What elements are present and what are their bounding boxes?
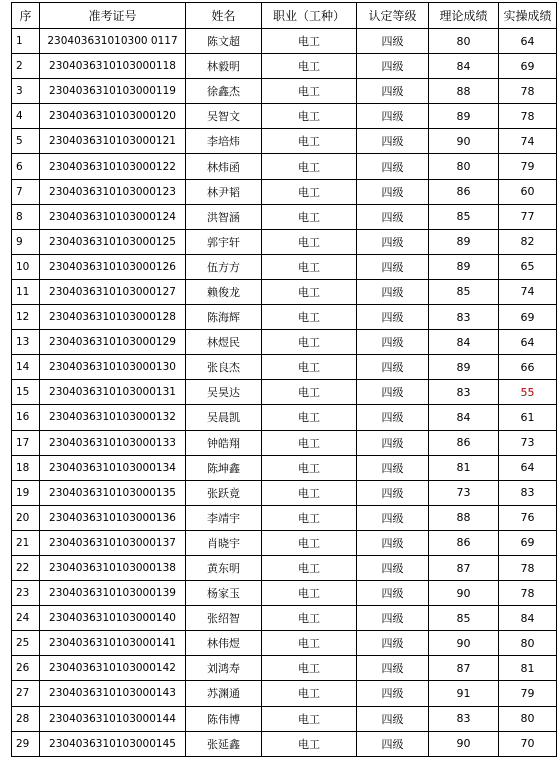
cell-theory-score: 90 (429, 731, 499, 756)
header-exam-id: 准考证号 (40, 3, 186, 29)
cell-theory-score: 91 (429, 681, 499, 706)
cell-index: 4 (12, 104, 40, 129)
table-row (12, 355, 557, 380)
cell-level: 四级 (357, 279, 429, 304)
cell-name: 郭宇轩 (186, 229, 262, 254)
table-row (12, 430, 557, 455)
cell-name: 张延鑫 (186, 731, 262, 756)
cell-name: 杨家玉 (186, 581, 262, 606)
cell-index: 24 (12, 606, 40, 631)
cell-index: 11 (12, 279, 40, 304)
cell-occupation: 电工 (262, 731, 357, 756)
cell-theory-score: 80 (429, 154, 499, 179)
table-row (12, 706, 557, 731)
cell-practical-score: 74 (499, 129, 557, 154)
cell-practical-score: 84 (499, 606, 557, 631)
cell-level: 四级 (357, 681, 429, 706)
cell-exam-id: 2304036310103000140 (40, 606, 186, 631)
cell-practical-score: 74 (499, 279, 557, 304)
cell-exam-id: 2304036310103000133 (40, 430, 186, 455)
cell-occupation: 电工 (262, 229, 357, 254)
table-body (12, 29, 557, 757)
cell-theory-score: 83 (429, 706, 499, 731)
cell-level: 四级 (357, 29, 429, 54)
cell-practical-score: 78 (499, 79, 557, 104)
cell-occupation: 电工 (262, 706, 357, 731)
cell-name: 肖晓宇 (186, 530, 262, 555)
table-row (12, 129, 557, 154)
cell-practical-score: 78 (499, 581, 557, 606)
header-index: 序 (12, 3, 40, 29)
table-row (12, 731, 557, 756)
cell-occupation: 电工 (262, 254, 357, 279)
table-row (12, 330, 557, 355)
cell-occupation: 电工 (262, 681, 357, 706)
cell-index: 18 (12, 455, 40, 480)
cell-level: 四级 (357, 480, 429, 505)
cell-name: 林尹韬 (186, 179, 262, 204)
cell-practical-score: 70 (499, 731, 557, 756)
table-row (12, 405, 557, 430)
table-row (12, 581, 557, 606)
cell-index: 22 (12, 555, 40, 580)
cell-practical-score: 61 (499, 405, 557, 430)
cell-occupation: 电工 (262, 79, 357, 104)
cell-exam-id: 2304036310103000130 (40, 355, 186, 380)
cell-level: 四级 (357, 204, 429, 229)
cell-occupation: 电工 (262, 480, 357, 505)
header-row (12, 3, 557, 29)
cell-practical-score: 65 (499, 254, 557, 279)
cell-name: 林煜民 (186, 330, 262, 355)
cell-exam-id: 2304036310103000143 (40, 681, 186, 706)
cell-name: 李靖宇 (186, 505, 262, 530)
cell-index: 29 (12, 731, 40, 756)
cell-practical-score: 60 (499, 179, 557, 204)
cell-index: 21 (12, 530, 40, 555)
cell-theory-score: 86 (429, 530, 499, 555)
cell-theory-score: 85 (429, 279, 499, 304)
cell-occupation: 电工 (262, 555, 357, 580)
table-row (12, 179, 557, 204)
cell-theory-score: 89 (429, 104, 499, 129)
cell-level: 四级 (357, 330, 429, 355)
cell-level: 四级 (357, 355, 429, 380)
cell-exam-id: 2304036310103000144 (40, 706, 186, 731)
table-row (12, 229, 557, 254)
cell-exam-id: 2304036310103000145 (40, 731, 186, 756)
cell-name: 徐鑫杰 (186, 79, 262, 104)
cell-occupation: 电工 (262, 129, 357, 154)
cell-exam-id: 2304036310103000123 (40, 179, 186, 204)
cell-theory-score: 83 (429, 380, 499, 405)
cell-theory-score: 80 (429, 29, 499, 54)
cell-theory-score: 88 (429, 505, 499, 530)
cell-practical-score: 69 (499, 54, 557, 79)
cell-occupation: 电工 (262, 330, 357, 355)
cell-level: 四级 (357, 606, 429, 631)
cell-index: 19 (12, 480, 40, 505)
cell-theory-score: 87 (429, 555, 499, 580)
cell-exam-id: 2304036310103000132 (40, 405, 186, 430)
cell-theory-score: 90 (429, 129, 499, 154)
table-row (12, 305, 557, 330)
cell-theory-score: 90 (429, 631, 499, 656)
cell-occupation: 电工 (262, 656, 357, 681)
cell-practical-score: 76 (499, 505, 557, 530)
cell-exam-id: 2304036310103000127 (40, 279, 186, 304)
cell-name: 张绍智 (186, 606, 262, 631)
cell-occupation: 电工 (262, 581, 357, 606)
cell-exam-id: 2304036310103000122 (40, 154, 186, 179)
cell-occupation: 电工 (262, 29, 357, 54)
cell-level: 四级 (357, 129, 429, 154)
cell-level: 四级 (357, 430, 429, 455)
cell-occupation: 电工 (262, 204, 357, 229)
cell-practical-score: 73 (499, 430, 557, 455)
cell-index: 20 (12, 505, 40, 530)
cell-exam-id: 2304036310103000129 (40, 330, 186, 355)
cell-name: 吴昊达 (186, 380, 262, 405)
cell-practical-score: 78 (499, 104, 557, 129)
cell-name: 陈海辉 (186, 305, 262, 330)
cell-name: 李培炜 (186, 129, 262, 154)
cell-exam-id: 2304036310103000136 (40, 505, 186, 530)
table-row (12, 555, 557, 580)
cell-exam-id: 2304036310103000141 (40, 631, 186, 656)
score-table (11, 2, 557, 757)
cell-practical-score: 69 (499, 305, 557, 330)
cell-index: 1 (12, 29, 40, 54)
cell-occupation: 电工 (262, 279, 357, 304)
cell-level: 四级 (357, 254, 429, 279)
cell-name: 陈文超 (186, 29, 262, 54)
cell-practical-score: 80 (499, 706, 557, 731)
cell-level: 四级 (357, 380, 429, 405)
cell-occupation: 电工 (262, 179, 357, 204)
cell-practical-score: 82 (499, 229, 557, 254)
cell-exam-id: 2304036310103000128 (40, 305, 186, 330)
cell-practical-score: 64 (499, 29, 557, 54)
cell-name: 张良杰 (186, 355, 262, 380)
cell-practical-score: 55 (499, 380, 557, 405)
cell-practical-score: 77 (499, 204, 557, 229)
cell-index: 23 (12, 581, 40, 606)
table-row (12, 631, 557, 656)
cell-index: 14 (12, 355, 40, 380)
cell-theory-score: 90 (429, 581, 499, 606)
cell-occupation: 电工 (262, 455, 357, 480)
cell-level: 四级 (357, 154, 429, 179)
cell-theory-score: 73 (429, 480, 499, 505)
cell-exam-id: 2304036310103000142 (40, 656, 186, 681)
table-row (12, 204, 557, 229)
cell-name: 林毅明 (186, 54, 262, 79)
cell-index: 17 (12, 430, 40, 455)
cell-level: 四级 (357, 731, 429, 756)
table-row (12, 380, 557, 405)
cell-exam-id: 2304036310103000138 (40, 555, 186, 580)
cell-theory-score: 84 (429, 330, 499, 355)
cell-name: 林伟煜 (186, 631, 262, 656)
cell-exam-id: 2304036310103000134 (40, 455, 186, 480)
cell-level: 四级 (357, 706, 429, 731)
cell-theory-score: 81 (429, 455, 499, 480)
cell-name: 黄东明 (186, 555, 262, 580)
cell-practical-score: 83 (499, 480, 557, 505)
cell-index: 16 (12, 405, 40, 430)
table-row (12, 656, 557, 681)
cell-occupation: 电工 (262, 104, 357, 129)
cell-level: 四级 (357, 530, 429, 555)
cell-practical-score: 64 (499, 455, 557, 480)
cell-theory-score: 88 (429, 79, 499, 104)
table-row (12, 480, 557, 505)
cell-occupation: 电工 (262, 154, 357, 179)
cell-index: 25 (12, 631, 40, 656)
cell-exam-id: 2304036310103000124 (40, 204, 186, 229)
header-practical-score: 实操成绩 (499, 3, 557, 29)
cell-index: 26 (12, 656, 40, 681)
cell-level: 四级 (357, 581, 429, 606)
cell-name: 林炜函 (186, 154, 262, 179)
cell-exam-id: 230403631010300 0117 (40, 29, 186, 54)
cell-practical-score: 79 (499, 154, 557, 179)
cell-occupation: 电工 (262, 530, 357, 555)
cell-level: 四级 (357, 405, 429, 430)
cell-level: 四级 (357, 555, 429, 580)
cell-occupation: 电工 (262, 305, 357, 330)
cell-practical-score: 66 (499, 355, 557, 380)
cell-practical-score: 78 (499, 555, 557, 580)
cell-theory-score: 89 (429, 355, 499, 380)
cell-theory-score: 87 (429, 656, 499, 681)
cell-name: 赖俊龙 (186, 279, 262, 304)
cell-occupation: 电工 (262, 405, 357, 430)
header-name: 姓名 (186, 3, 262, 29)
cell-theory-score: 85 (429, 606, 499, 631)
cell-name: 钟皓翔 (186, 430, 262, 455)
cell-name: 刘鸿寿 (186, 656, 262, 681)
cell-theory-score: 86 (429, 430, 499, 455)
cell-theory-score: 89 (429, 254, 499, 279)
table-row (12, 279, 557, 304)
cell-practical-score: 81 (499, 656, 557, 681)
cell-occupation: 电工 (262, 606, 357, 631)
header-level: 认定等级 (357, 3, 429, 29)
table-row (12, 104, 557, 129)
cell-level: 四级 (357, 179, 429, 204)
cell-index: 3 (12, 79, 40, 104)
table-row (12, 54, 557, 79)
cell-exam-id: 2304036310103000137 (40, 530, 186, 555)
cell-level: 四级 (357, 656, 429, 681)
cell-level: 四级 (357, 631, 429, 656)
cell-practical-score: 69 (499, 530, 557, 555)
cell-occupation: 电工 (262, 505, 357, 530)
cell-theory-score: 89 (429, 229, 499, 254)
cell-index: 13 (12, 330, 40, 355)
cell-index: 28 (12, 706, 40, 731)
cell-exam-id: 2304036310103000126 (40, 254, 186, 279)
cell-occupation: 电工 (262, 380, 357, 405)
cell-exam-id: 2304036310103000131 (40, 380, 186, 405)
cell-theory-score: 84 (429, 405, 499, 430)
cell-name: 伍方方 (186, 254, 262, 279)
cell-level: 四级 (357, 455, 429, 480)
table-row (12, 455, 557, 480)
cell-level: 四级 (357, 229, 429, 254)
cell-index: 5 (12, 129, 40, 154)
cell-name: 张跃竟 (186, 480, 262, 505)
cell-exam-id: 2304036310103000120 (40, 104, 186, 129)
cell-level: 四级 (357, 505, 429, 530)
cell-name: 吴晨凯 (186, 405, 262, 430)
cell-exam-id: 2304036310103000119 (40, 79, 186, 104)
header-occupation: 职业（工种） (262, 3, 357, 29)
table-row (12, 254, 557, 279)
cell-level: 四级 (357, 305, 429, 330)
cell-occupation: 电工 (262, 54, 357, 79)
table-row (12, 606, 557, 631)
cell-theory-score: 86 (429, 179, 499, 204)
cell-level: 四级 (357, 79, 429, 104)
cell-exam-id: 2304036310103000139 (40, 581, 186, 606)
cell-index: 10 (12, 254, 40, 279)
table-row (12, 79, 557, 104)
cell-practical-score: 64 (499, 330, 557, 355)
cell-theory-score: 83 (429, 305, 499, 330)
cell-name: 洪智涵 (186, 204, 262, 229)
cell-index: 7 (12, 179, 40, 204)
cell-name: 吴智文 (186, 104, 262, 129)
table-row (12, 681, 557, 706)
cell-exam-id: 2304036310103000135 (40, 480, 186, 505)
cell-level: 四级 (357, 54, 429, 79)
cell-practical-score: 79 (499, 681, 557, 706)
cell-level: 四级 (357, 104, 429, 129)
header-theory-score: 理论成绩 (429, 3, 499, 29)
cell-occupation: 电工 (262, 430, 357, 455)
cell-exam-id: 2304036310103000118 (40, 54, 186, 79)
cell-exam-id: 2304036310103000125 (40, 229, 186, 254)
table-row (12, 530, 557, 555)
cell-index: 6 (12, 154, 40, 179)
cell-index: 27 (12, 681, 40, 706)
cell-index: 9 (12, 229, 40, 254)
table-row (12, 154, 557, 179)
cell-theory-score: 84 (429, 54, 499, 79)
cell-occupation: 电工 (262, 355, 357, 380)
cell-practical-score: 80 (499, 631, 557, 656)
cell-name: 苏渊通 (186, 681, 262, 706)
cell-index: 8 (12, 204, 40, 229)
cell-index: 12 (12, 305, 40, 330)
cell-index: 2 (12, 54, 40, 79)
cell-theory-score: 85 (429, 204, 499, 229)
cell-name: 陈坤鑫 (186, 455, 262, 480)
cell-index: 15 (12, 380, 40, 405)
cell-exam-id: 2304036310103000121 (40, 129, 186, 154)
cell-name: 陈伟博 (186, 706, 262, 731)
cell-occupation: 电工 (262, 631, 357, 656)
table-row (12, 505, 557, 530)
table-row (12, 29, 557, 54)
